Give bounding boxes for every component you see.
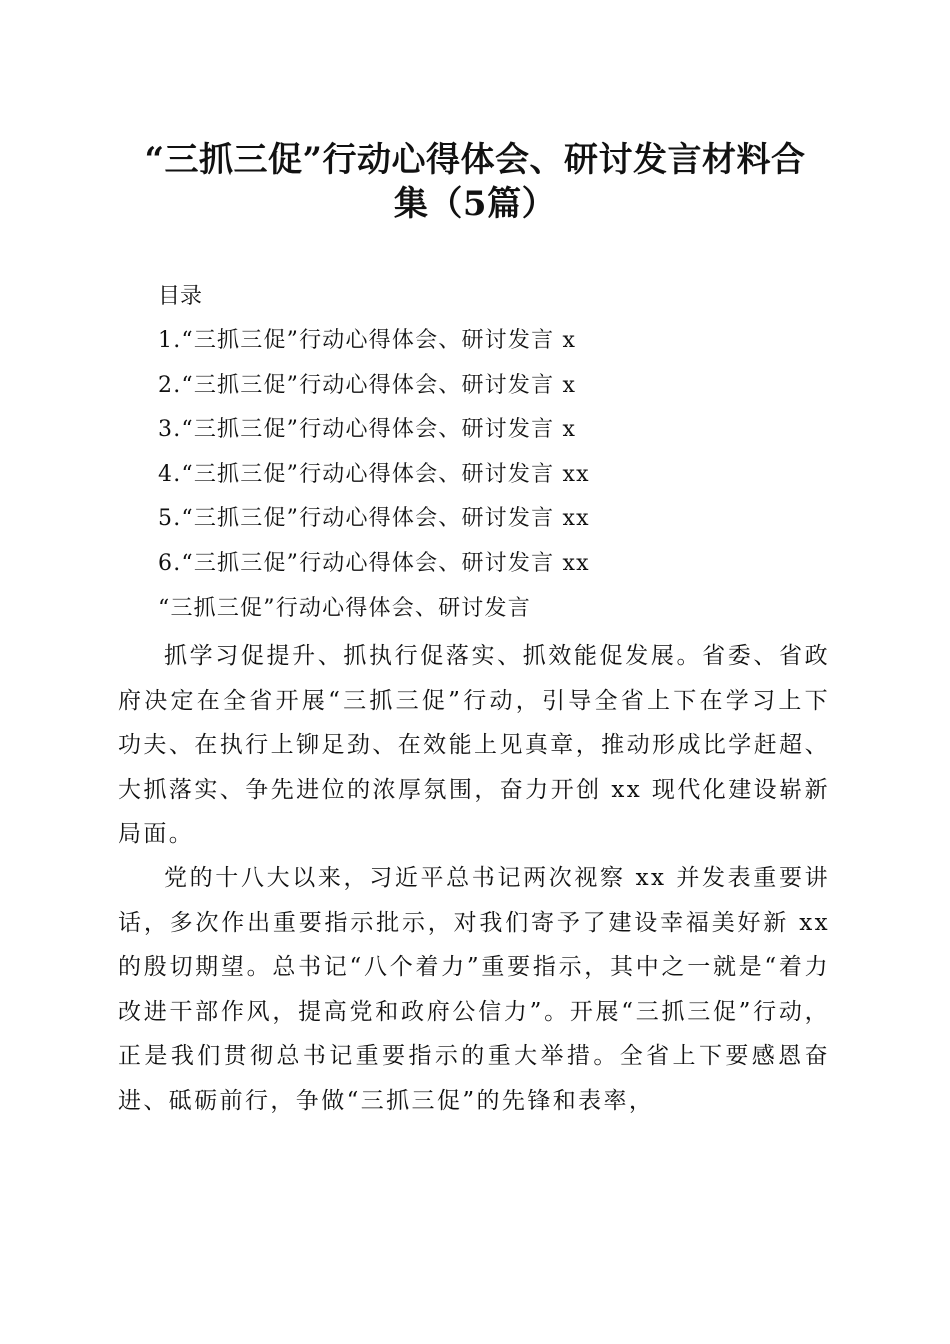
section-title: “三抓三促”行动心得体会、研讨发言 [158, 596, 531, 621]
toc-item: 6.“三抓三促”行动心得体会、研讨发言 xx [158, 550, 590, 576]
toc-item: 4.“三抓三促”行动心得体会、研讨发言 xx [158, 461, 590, 487]
document-title-line-2: 集（5篇） [393, 184, 557, 224]
toc-heading: 目录 [158, 284, 203, 309]
toc-item: 5.“三抓三促”行动心得体会、研讨发言 xx [158, 506, 590, 532]
table-of-contents [158, 324, 590, 592]
body-paragraph: 党的十八大以来，习近平总书记两次视察 xx 并发表重要讲话，多次作出重要指示批示，对我们寄予了建设幸福美好新 xx 的殷切期望。总书记“八个着力”重要指示，其中之一就是“着力改进干部作风，提高党和政府公信力”。开展“三抓三促”行动，正是我们贯彻总书记重要指示的重大举措。全省上下要感恩奋进、砥砺前行，争做“三抓三促”的先锋和表率， [118, 865, 830, 1114]
document-title-line-1: “三抓三促”行动心得体会、研讨发言材料合 [144, 140, 806, 180]
toc-item: 1.“三抓三促”行动心得体会、研讨发言 x [158, 328, 577, 353]
toc-item: 2.“三抓三促”行动心得体会、研讨发言 x [158, 372, 577, 398]
body-paragraph: 抓学习促提升、抓执行促落实、抓效能促发展。省委、省政府决定在全省开展“三抓三促”行动，引导全省上下在学习上下功夫、在执行上铆足劲、在效能上见真章，推动形成比学赶超、大抓落实、争先进位的浓厚氛围，奋力开创 xx 现代化建设崭新局面。 [118, 643, 830, 847]
toc-item: 3.“三抓三促”行动心得体会、研讨发言 x [158, 417, 577, 443]
